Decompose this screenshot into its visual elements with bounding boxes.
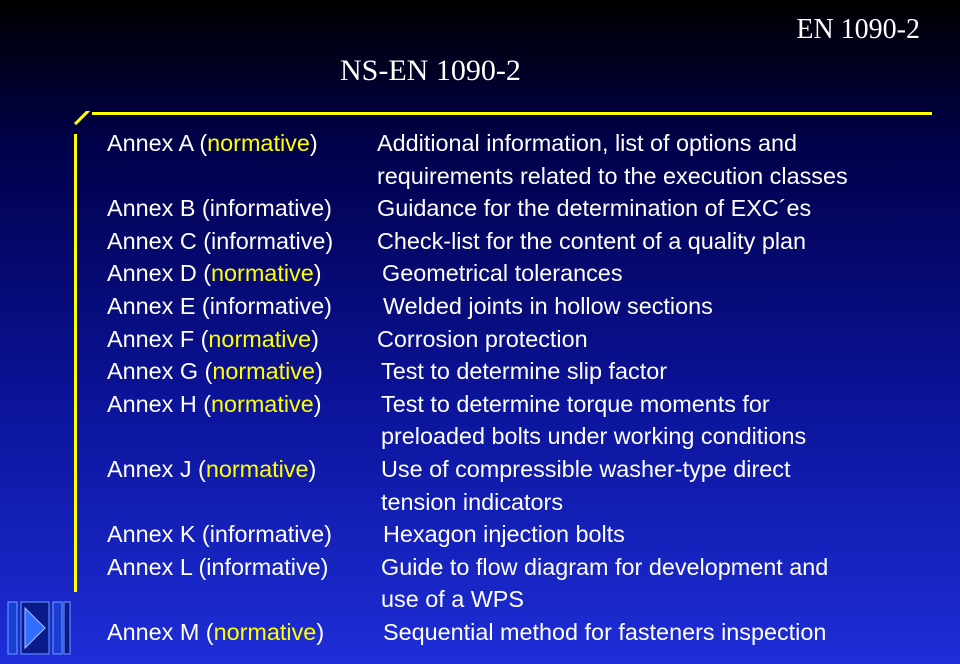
annex-description-line: Guide to flow diagram for development and [381,553,829,580]
slide-title: NS-EN 1090-2 [340,54,521,87]
annex-description [381,355,667,388]
annex-description [381,388,806,453]
annex-status: normative [213,618,317,645]
annex-label: Annex A [107,130,193,156]
annex-row: Annex L (informative) Guide to flow diagram for development and use of a WPS [107,551,950,616]
annex-list [107,127,950,649]
frame-left-line [74,134,77,592]
annex-status: normative [211,260,314,287]
annex-description [381,453,791,518]
annex-description-line: Corrosion protection [377,325,588,352]
frame-top-line [92,112,932,115]
frame-corner [74,111,100,137]
annex-description-line: requirements related to the execution classes [377,162,848,189]
annex-status: normative [211,390,314,417]
annex-status: informative [209,195,325,222]
annex-row: Annex J (normative) Use of compressible washer-type direct tension indicators [107,453,950,518]
annex-label: Annex E [107,292,196,319]
institution-logo-icon [6,596,74,660]
annex-status: informative [209,521,325,548]
annex-status: informative [211,227,326,254]
annex-row: Annex C (informative) Check-list for the content of a quality plan [107,225,950,258]
annex-description-line: Sequential method for fasteners inspection [383,618,827,645]
annex-description-line: Geometrical tolerances [382,260,623,287]
annex-label: Annex J [107,455,192,482]
annex-label: Annex D [107,260,197,287]
annex-description-line: Welded joints in hollow sections [383,292,713,319]
annex-status: informative [209,292,325,319]
annex-description-line: Additional information, list of options and [377,130,797,156]
annex-description-line: preloaded bolts under working conditions [381,423,807,450]
annex-label: Annex M [107,618,200,645]
annex-label: Annex K [107,521,196,548]
annex-row: Annex D (normative) Geometrical tolerances [107,257,950,290]
annex-description-line: Use of compressible washer-type direct [381,455,791,482]
annex-description-line: Test to determine torque moments for [381,390,770,417]
annex-description-line: use of a WPS [381,586,525,613]
annex-description [383,518,625,551]
annex-description [377,192,811,225]
annex-row: Annex E (informative) Welded joints in hollow sections [107,290,950,323]
annex-label: Annex B [107,195,196,222]
annex-row: Annex H (normative) Test to determine torque moments for preloaded bolts under working conditions [107,388,950,453]
annex-label: Annex F [107,325,195,352]
annex-description [383,616,826,649]
annex-description-line: tension indicators [381,488,564,515]
corner-label: EN 1090-2 [796,14,920,45]
annex-status: normative [207,130,310,156]
annex-description-line: Hexagon injection bolts [383,521,625,548]
annex-description [377,323,588,356]
annex-status: normative [212,358,316,385]
annex-status: normative [205,455,309,482]
annex-row: Annex A (normative) Additional information, list of options and requirements related to the execution classes [107,127,950,192]
annex-description-line: Guidance for the determination of EXC´es [377,195,812,222]
annex-row: Annex M (normative) Sequential method for fasteners inspection [107,616,950,649]
annex-label: Annex H [107,390,197,417]
annex-row: Annex F (normative) Corrosion protection [107,323,950,356]
annex-description [383,290,713,323]
annex-row: Annex G (normative) Test to determine slip factor [107,355,950,388]
annex-description-line: Test to determine slip factor [381,358,668,385]
annex-status: informative [206,553,321,580]
annex-row: Annex K (informative) Hexagon injection bolts [107,518,950,551]
annex-description [381,551,828,616]
annex-description-line: Check-list for the content of a quality plan [377,227,807,254]
annex-description [382,257,623,290]
annex-description [377,225,806,258]
annex-label: Annex L [107,553,192,580]
annex-label: Annex G [107,358,199,385]
annex-status: normative [208,325,312,352]
annex-label: Annex C [107,227,197,254]
annex-row: Annex B (informative) Guidance for the determination of EXC´es [107,192,950,225]
annex-description [377,127,848,192]
